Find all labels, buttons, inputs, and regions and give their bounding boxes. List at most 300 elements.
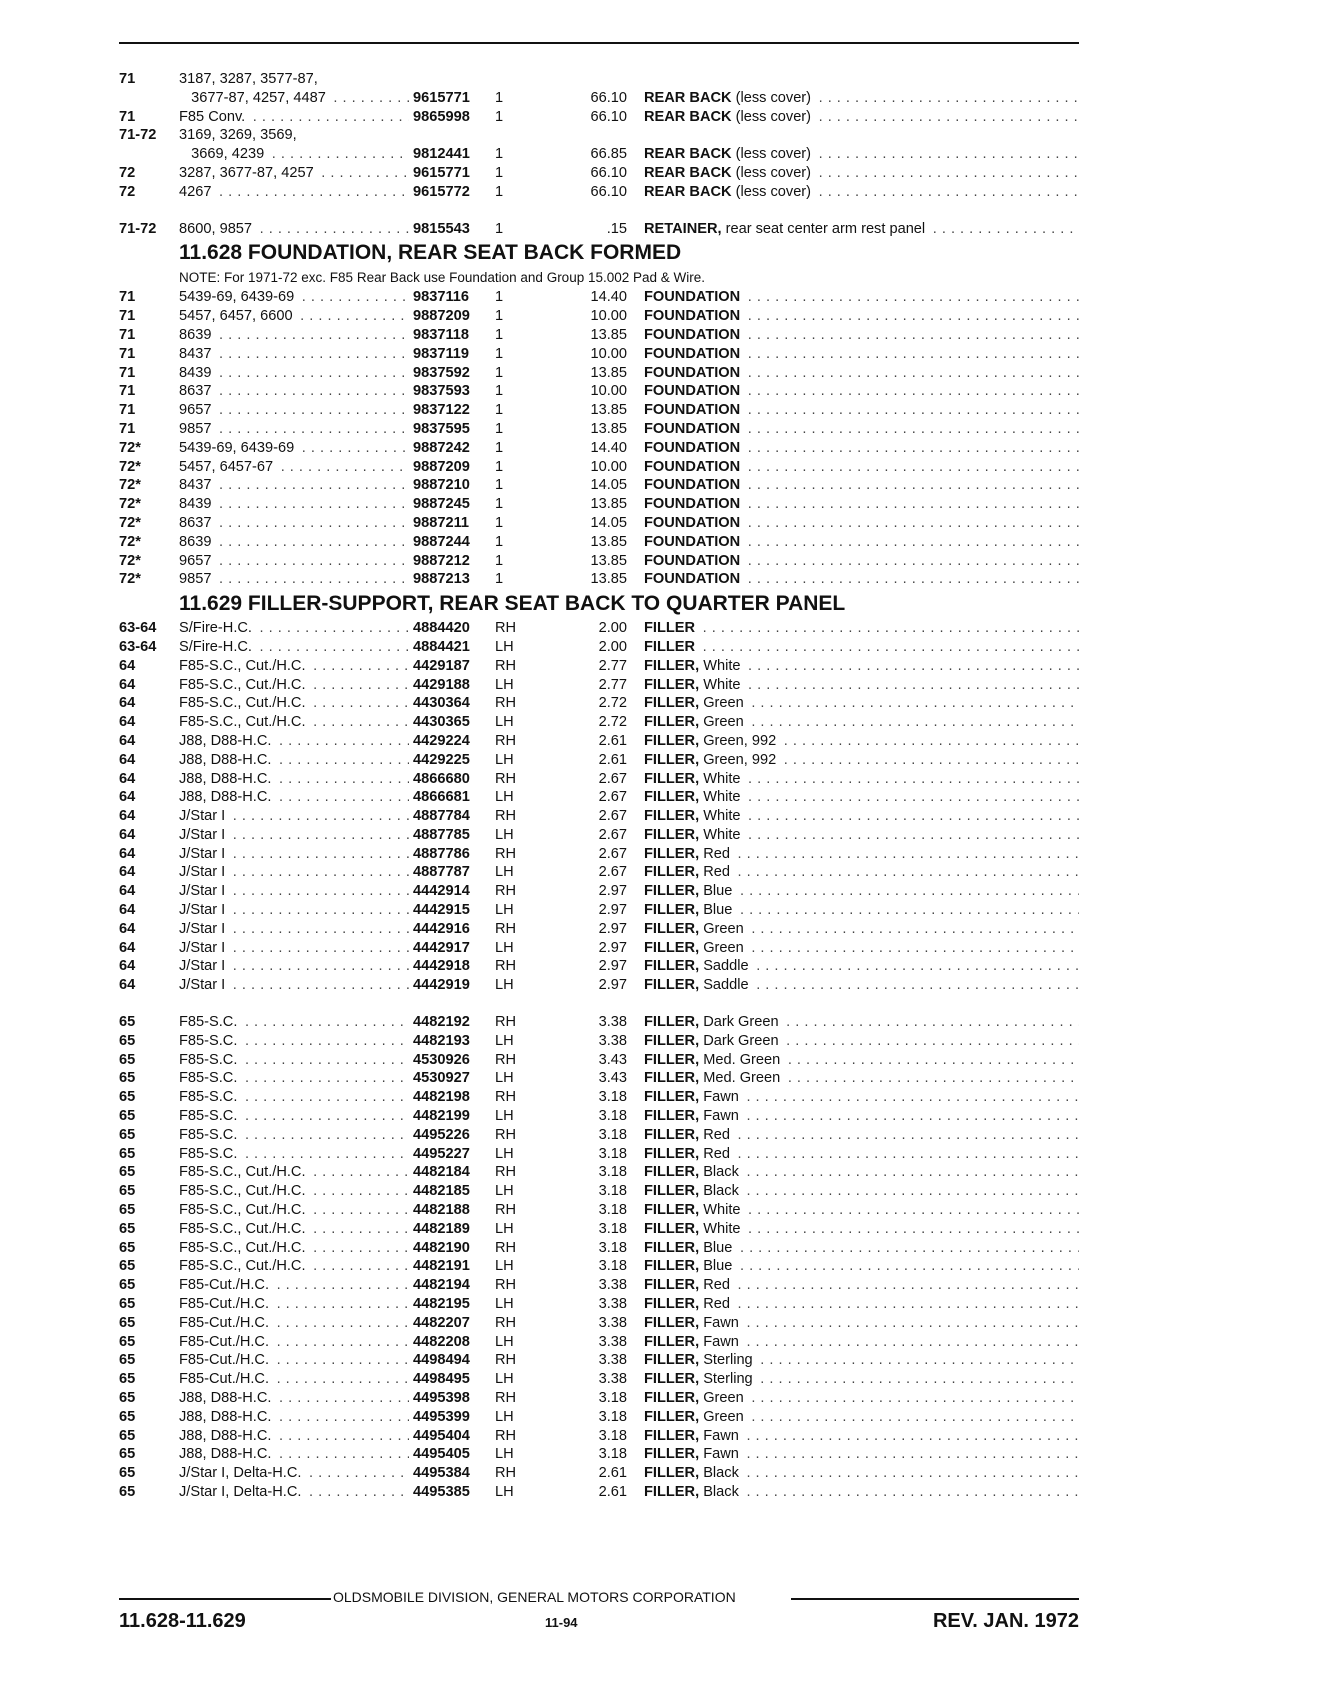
part-number: 4495385 xyxy=(409,1483,493,1502)
description-text xyxy=(644,184,814,200)
model-cell xyxy=(179,401,447,420)
quantity-or-side: LH xyxy=(495,638,514,655)
description-cell xyxy=(644,1314,1079,1333)
quantity-or-side: LH xyxy=(495,1408,514,1425)
description-cell xyxy=(644,788,1079,807)
model-text: 8600, 9857 xyxy=(179,221,255,237)
model-year: 71-72 xyxy=(119,220,157,237)
model-year: 71-72 xyxy=(119,127,157,144)
revision-date: REV. JAN. 1972 xyxy=(932,1610,1079,1632)
price: 3.38 xyxy=(598,1333,627,1350)
model-cell xyxy=(179,1013,447,1032)
table-row xyxy=(119,1276,1079,1295)
description-name: FILLER, xyxy=(644,1108,700,1125)
description-detail: Red xyxy=(699,1296,730,1313)
description-text xyxy=(644,789,744,805)
description-name: FILLER, xyxy=(644,1070,700,1087)
part-number: 4495404 xyxy=(409,1427,493,1446)
table-row xyxy=(119,401,1079,420)
description-detail: White xyxy=(699,1220,741,1237)
description-detail: White xyxy=(699,1202,741,1219)
description-detail: Blue xyxy=(699,1239,733,1256)
model-year: 65 xyxy=(119,1296,136,1313)
quantity-or-side: LH xyxy=(495,1371,514,1388)
model-year: 65 xyxy=(119,1258,136,1275)
model-year: 64 xyxy=(119,770,136,787)
description-detail: Black xyxy=(699,1483,739,1500)
description-cell xyxy=(644,1032,1079,1051)
model-text: 8439 xyxy=(179,365,214,381)
description-text xyxy=(644,733,779,749)
description-name: RETAINER, xyxy=(644,220,722,237)
table-row xyxy=(119,1201,1079,1220)
model-text: J88, D88-H.C. xyxy=(179,789,274,805)
description-text xyxy=(644,365,743,381)
model-text: 5439-69, 6439-69 xyxy=(179,440,297,456)
table-row xyxy=(119,70,1079,89)
description-detail: White xyxy=(699,826,741,843)
model-cell xyxy=(179,326,447,345)
description-cell xyxy=(644,1370,1079,1389)
model-text: S/Fire-H.C. xyxy=(179,639,255,655)
description-name: FILLER, xyxy=(644,977,700,994)
description-name: FILLER, xyxy=(644,1314,700,1331)
part-number: 9615772 xyxy=(409,183,493,202)
quantity-or-side: RH xyxy=(495,808,517,825)
price: 2.77 xyxy=(598,657,627,674)
table-row xyxy=(119,145,1079,164)
model-cell xyxy=(179,1051,447,1070)
description-name: FILLER, xyxy=(644,1202,700,1219)
description-text xyxy=(644,1146,733,1162)
table-row xyxy=(119,1408,1079,1427)
quantity-or-side: 1 xyxy=(495,164,504,181)
price: 13.85 xyxy=(590,364,627,381)
model-text: 9857 xyxy=(179,571,214,587)
description-cell xyxy=(644,920,1079,939)
model-year: 64 xyxy=(119,714,136,731)
model-text: F85-Cut./H.C. xyxy=(179,1296,272,1312)
part-number: 4429225 xyxy=(409,751,493,770)
description-cell xyxy=(644,1389,1079,1408)
table-row xyxy=(119,126,1079,145)
model-year: 65 xyxy=(119,1483,136,1500)
model-year: 71 xyxy=(119,289,136,306)
model-text: F85-Cut./H.C. xyxy=(179,1352,272,1368)
row-spacer xyxy=(119,202,1079,220)
quantity-or-side: RH xyxy=(495,1164,517,1181)
description-cell xyxy=(644,807,1079,826)
description-name: FILLER, xyxy=(644,1333,700,1350)
description-cell xyxy=(644,382,1079,401)
model-cell xyxy=(179,1351,447,1370)
description-text xyxy=(644,977,752,993)
description-text xyxy=(644,496,743,512)
description-detail: Dark Green xyxy=(699,1032,779,1049)
model-cell xyxy=(179,1163,447,1182)
model-cell xyxy=(179,1239,447,1258)
table-row xyxy=(119,1126,1079,1145)
part-number: 9837595 xyxy=(409,420,493,439)
quantity-or-side: LH xyxy=(495,977,514,994)
model-text: J88, D88-H.C. xyxy=(179,1390,274,1406)
model-text: F85-S.C., Cut./H.C. xyxy=(179,714,309,730)
model-year: 65 xyxy=(119,1126,136,1143)
model-text: J/Star I xyxy=(179,864,228,880)
description-cell xyxy=(644,345,1079,364)
description-cell xyxy=(644,676,1079,695)
model-text: F85-S.C. xyxy=(179,1052,240,1068)
model-text: J/Star I xyxy=(179,958,228,974)
description-detail: Green xyxy=(699,920,744,937)
price: 2.61 xyxy=(598,732,627,749)
quantity-or-side: LH xyxy=(495,864,514,881)
row-spacer xyxy=(119,995,1079,1013)
table-row xyxy=(119,1239,1079,1258)
description-cell xyxy=(644,863,1079,882)
quantity-or-side: 1 xyxy=(495,402,504,419)
price: 2.97 xyxy=(598,883,627,900)
description-name: FOUNDATION xyxy=(644,496,741,513)
part-number: 4482189 xyxy=(409,1220,493,1239)
model-year: 71 xyxy=(119,71,136,87)
description-name: FILLER, xyxy=(644,714,700,731)
description-text xyxy=(644,1446,742,1462)
description-name: FILLER, xyxy=(644,657,700,674)
part-number: 9837592 xyxy=(409,364,493,383)
description-detail: Red xyxy=(699,1145,730,1162)
price: 3.38 xyxy=(598,1314,627,1331)
table-row xyxy=(119,901,1079,920)
description-text xyxy=(644,440,743,456)
price: 3.43 xyxy=(598,1070,627,1087)
table-row xyxy=(119,657,1079,676)
description-cell xyxy=(644,89,1079,108)
description-name: FOUNDATION xyxy=(644,402,741,419)
price: 3.18 xyxy=(598,1446,627,1463)
quantity-or-side: 1 xyxy=(495,420,504,437)
model-text: 8637 xyxy=(179,515,214,531)
price: 2.61 xyxy=(598,1483,627,1500)
part-number: 4482190 xyxy=(409,1239,493,1258)
model-year: 72* xyxy=(119,552,141,569)
part-number: 4442917 xyxy=(409,939,493,958)
quantity-or-side: 1 xyxy=(495,477,504,494)
quantity-or-side: RH xyxy=(495,883,517,900)
table-row xyxy=(119,1427,1079,1446)
price: 3.18 xyxy=(598,1220,627,1237)
description-text xyxy=(644,1484,742,1500)
description-cell xyxy=(644,145,1079,164)
model-year: 65 xyxy=(119,1446,136,1463)
model-cell xyxy=(179,126,447,145)
table-row xyxy=(119,732,1079,751)
model-cell xyxy=(179,788,447,807)
description-name: FOUNDATION xyxy=(644,439,741,456)
description-name: FILLER, xyxy=(644,808,700,825)
description-text xyxy=(644,620,698,636)
description-detail: Fawn xyxy=(699,1333,739,1350)
table-row xyxy=(119,1464,1079,1483)
description-cell xyxy=(644,619,1079,638)
part-number: 4429188 xyxy=(409,676,493,695)
description-name: FILLER, xyxy=(644,751,700,768)
description-name: FILLER, xyxy=(644,939,700,956)
description-text xyxy=(644,846,733,862)
description-name: FILLER, xyxy=(644,1032,700,1049)
description-text xyxy=(644,1127,733,1143)
description-cell xyxy=(644,1257,1079,1276)
description-name: FILLER, xyxy=(644,1446,700,1463)
model-text: 3287, 3677-87, 4257 xyxy=(179,165,317,181)
model-cell xyxy=(179,108,447,127)
part-number: 4495227 xyxy=(409,1145,493,1164)
description-text xyxy=(644,827,744,843)
part-number: 9615771 xyxy=(409,89,493,108)
description-text xyxy=(644,289,743,305)
section-heading: 11.628 FOUNDATION, REAR SEAT BACK FORMED xyxy=(179,241,682,265)
model-cell xyxy=(179,288,447,307)
description-name: FILLER, xyxy=(644,1220,700,1237)
quantity-or-side: RH xyxy=(495,1126,517,1143)
model-cell xyxy=(179,495,447,514)
model-year: 65 xyxy=(119,1014,136,1031)
model-year: 72 xyxy=(119,183,136,200)
description-cell xyxy=(644,439,1079,458)
model-year: 71 xyxy=(119,364,136,381)
description-text xyxy=(644,515,743,531)
part-number: 4442915 xyxy=(409,901,493,920)
description-detail: (less cover) xyxy=(731,89,812,106)
model-year: 65 xyxy=(119,1352,136,1369)
price: 13.85 xyxy=(590,326,627,343)
model-text: 3677-87, 4257, 4487 xyxy=(179,90,329,106)
price: 13.85 xyxy=(590,496,627,513)
table-row xyxy=(119,1163,1079,1182)
quantity-or-side: 1 xyxy=(495,439,504,456)
description-text xyxy=(644,1258,735,1274)
model-text: 9657 xyxy=(179,553,214,569)
model-text: F85-S.C., Cut./H.C. xyxy=(179,1258,309,1274)
part-number: 4442918 xyxy=(409,957,493,976)
model-cell xyxy=(179,1445,447,1464)
description-name: FILLER xyxy=(644,620,696,637)
model-cell xyxy=(179,514,447,533)
description-cell xyxy=(644,1445,1079,1464)
price: 2.00 xyxy=(598,620,627,637)
price: 3.18 xyxy=(598,1390,627,1406)
part-number: 4884420 xyxy=(409,619,493,638)
model-text: J88, D88-H.C. xyxy=(179,771,274,787)
description-detail: Saddle xyxy=(699,958,749,975)
description-detail: Red xyxy=(699,864,730,881)
description-cell xyxy=(644,882,1079,901)
model-text: 8439 xyxy=(179,496,214,512)
quantity-or-side: 1 xyxy=(495,308,504,325)
description-cell xyxy=(644,694,1079,713)
description-cell xyxy=(644,751,1079,770)
price: 3.38 xyxy=(598,1352,627,1369)
part-number: 9615771 xyxy=(409,164,493,183)
price: 2.97 xyxy=(598,958,627,975)
table-row xyxy=(119,476,1079,495)
table-row xyxy=(119,220,1079,239)
model-year: 71 xyxy=(119,402,136,419)
description-cell xyxy=(644,307,1079,326)
model-cell xyxy=(179,552,447,571)
quantity-or-side: LH xyxy=(495,1032,514,1049)
model-text: J/Star I, Delta-H.C. xyxy=(179,1484,304,1500)
model-year: 64 xyxy=(119,826,136,843)
model-year: 64 xyxy=(119,657,136,674)
price: 3.18 xyxy=(598,1239,627,1256)
price: 3.18 xyxy=(598,1258,627,1275)
part-number: 4482192 xyxy=(409,1013,493,1032)
price: 2.67 xyxy=(598,826,627,843)
model-year: 72* xyxy=(119,439,141,456)
model-year: 65 xyxy=(119,1220,136,1237)
table-row xyxy=(119,382,1079,401)
description-cell xyxy=(644,770,1079,789)
model-year: 64 xyxy=(119,977,136,994)
model-text: F85-Cut./H.C. xyxy=(179,1315,272,1331)
top-rule xyxy=(119,42,1079,44)
table-row xyxy=(119,1032,1079,1051)
description-cell xyxy=(644,183,1079,202)
model-year: 71 xyxy=(119,308,136,325)
table-row xyxy=(119,89,1079,108)
quantity-or-side: 1 xyxy=(495,533,504,550)
part-number: 4884421 xyxy=(409,638,493,657)
table-row xyxy=(119,1483,1079,1502)
quantity-or-side: 1 xyxy=(495,220,504,237)
part-number: 9837118 xyxy=(409,326,493,345)
description-cell xyxy=(644,657,1079,676)
description-cell xyxy=(644,1126,1079,1145)
price: 3.38 xyxy=(598,1296,627,1313)
part-number: 4429224 xyxy=(409,732,493,751)
description-name: FILLER, xyxy=(644,1183,700,1200)
part-number: 9865998 xyxy=(409,108,493,127)
price: 66.10 xyxy=(590,164,627,181)
table-row xyxy=(119,1182,1079,1201)
table-row xyxy=(119,307,1079,326)
description-name: FILLER, xyxy=(644,1164,700,1181)
description-cell xyxy=(644,1295,1079,1314)
model-text: 8437 xyxy=(179,477,214,493)
model-year: 65 xyxy=(119,1070,136,1087)
model-text: F85 Conv. xyxy=(179,109,248,125)
quantity-or-side: RH xyxy=(495,1277,517,1294)
description-text xyxy=(644,1296,733,1312)
table-row xyxy=(119,552,1079,571)
model-text: J88, D88-H.C. xyxy=(179,733,274,749)
model-text: F85-S.C., Cut./H.C. xyxy=(179,1183,309,1199)
description-cell xyxy=(644,458,1079,477)
model-year: 65 xyxy=(119,1277,136,1294)
description-text xyxy=(644,165,814,181)
model-cell xyxy=(179,863,447,882)
model-text: J88, D88-H.C. xyxy=(179,1409,274,1425)
quantity-or-side: LH xyxy=(495,1483,514,1500)
part-number: 4530927 xyxy=(409,1069,493,1088)
model-cell xyxy=(179,826,447,845)
model-text: J/Star I xyxy=(179,846,228,862)
table-row xyxy=(119,1069,1079,1088)
part-number: 4530926 xyxy=(409,1051,493,1070)
description-detail: White xyxy=(699,770,741,787)
quantity-or-side: LH xyxy=(495,1446,514,1463)
description-cell xyxy=(644,476,1079,495)
price: 2.67 xyxy=(598,808,627,825)
table-row xyxy=(119,420,1079,439)
description-detail: Blue xyxy=(699,883,733,900)
footer-bottom xyxy=(119,1610,1079,1636)
quantity-or-side: LH xyxy=(495,826,514,843)
quantity-or-side: LH xyxy=(495,789,514,806)
table-row xyxy=(119,788,1079,807)
quantity-or-side: 1 xyxy=(495,514,504,531)
description-cell xyxy=(644,570,1079,589)
quantity-or-side: RH xyxy=(495,1465,517,1482)
price: 3.18 xyxy=(598,1408,627,1425)
description-detail: Fawn xyxy=(699,1427,739,1444)
price: 3.18 xyxy=(598,1164,627,1181)
description-name: FILLER, xyxy=(644,732,700,749)
model-cell xyxy=(179,901,447,920)
description-cell xyxy=(644,1276,1079,1295)
model-year: 64 xyxy=(119,845,136,862)
description-text xyxy=(644,109,814,125)
model-text: 8639 xyxy=(179,327,214,343)
page-footer xyxy=(119,1588,1079,1636)
description-text xyxy=(644,1183,742,1199)
quantity-or-side: LH xyxy=(495,1145,514,1162)
description-cell xyxy=(644,638,1079,657)
description-name: FILLER, xyxy=(644,826,700,843)
model-text: 3169, 3269, 3569, xyxy=(179,127,300,143)
model-cell xyxy=(179,1032,447,1051)
description-detail: (less cover) xyxy=(731,108,812,125)
price: 10.00 xyxy=(590,308,627,325)
model-year: 64 xyxy=(119,883,136,900)
description-text xyxy=(644,308,743,324)
part-number: 4482191 xyxy=(409,1257,493,1276)
description-text xyxy=(644,1352,756,1368)
description-name: FOUNDATION xyxy=(644,552,741,569)
price: 2.67 xyxy=(598,845,627,862)
part-number: 4482185 xyxy=(409,1182,493,1201)
description-cell xyxy=(644,845,1079,864)
model-cell xyxy=(179,957,447,976)
part-number: 4866680 xyxy=(409,770,493,789)
model-text: F85-S.C. xyxy=(179,1146,240,1162)
model-text: 9857 xyxy=(179,421,214,437)
table-row xyxy=(119,676,1079,695)
model-cell xyxy=(179,1126,447,1145)
description-text xyxy=(644,1070,783,1086)
description-cell xyxy=(644,826,1079,845)
table-row xyxy=(119,713,1079,732)
description-detail: Green xyxy=(699,1390,744,1406)
description-name: FOUNDATION xyxy=(644,364,741,381)
description-text xyxy=(644,1108,742,1124)
table-row xyxy=(119,1013,1079,1032)
quantity-or-side: RH xyxy=(495,845,517,862)
model-text: F85-S.C., Cut./H.C. xyxy=(179,677,309,693)
description-name: FILLER, xyxy=(644,1408,700,1425)
description-name: REAR BACK xyxy=(644,164,732,181)
